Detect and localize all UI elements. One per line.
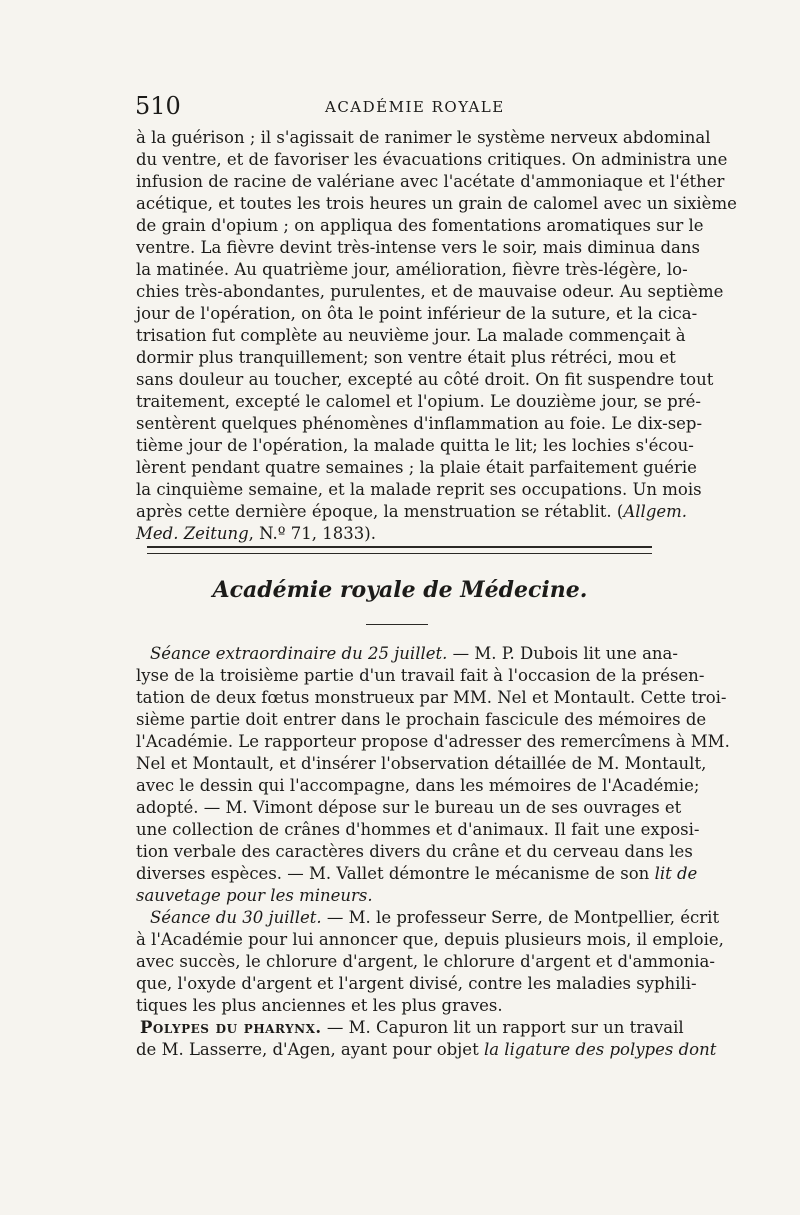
text-line [136,885,670,907]
text-line: ventre. La fièvre devint très-intense vers le soir, mais diminua dans [136,238,700,257]
text-line [136,1039,717,1061]
text-line: jour de l'opération, on ôta le point inférieur de la suture, et la cica- [136,304,698,323]
topic-heading: Polypes du pharynx. [140,1018,322,1037]
text-line: adopté. — M. Vimont dépose sur le bureau un de ses ouvrages et [136,798,682,817]
text-line: dormir plus tranquillement; son ventre était plus rétréci, mou et [136,348,676,367]
text-line [136,863,698,885]
text-line: infusion de racine de valériane avec l'acétate d'ammoniaque et l'éther [136,172,725,191]
section-divider [147,546,652,554]
proceedings-text [136,643,730,1061]
text-line: à la guérison ; il s'agissait de ranimer le système nerveux abdominal [136,128,711,147]
citation-tail: , N.º 71, 1833). [248,524,376,543]
text-line: tation de deux fœtus monstrueux par MM. Nel et Montault. Cette troi- [136,688,727,707]
text-line: à l'Académie pour lui annoncer que, depuis plusieurs mois, il emploie, [136,930,724,949]
text-run: après cette dernière époque, la menstruation se rétablit. ( [136,502,624,521]
text-line: une collection de crânes d'hommes et d'animaux. Il fait une exposi- [136,820,700,839]
text-line: Nel et Montault, et d'insérer l'observation détaillée de M. Montault, [136,754,707,773]
text-line: lèrent pendant quatre semaines ; la plaie était parfaitement guérie [136,458,697,477]
text-line: sans douleur au toucher, excepté au côté droit. On fit suspendre tout [136,370,714,389]
page-header [135,92,665,126]
title-underline [366,624,428,625]
text-line [136,907,720,929]
citation-journal: Med. Zeitung [136,524,249,543]
text-line: avec succès, le chlorure d'argent, le chlorure d'argent et d'ammonia- [136,952,715,971]
page-number: 510 [135,92,181,120]
text-line [136,523,670,545]
text-line: que, l'oxyde d'argent et l'argent divisé, contre les maladies syphili- [136,974,697,993]
text-line: lyse de la troisième partie d'un travail fait à l'occasion de la présen- [136,666,705,685]
text-run: — M. le professeur Serre, de Montpellier, écrit [321,908,720,927]
text-line: tième jour de l'opération, la malade quitta le lit; les lochies s'écou- [136,436,694,455]
text-line [136,643,678,665]
text-line [136,501,688,523]
text-italic: sauvetage pour les mineurs. [136,886,373,905]
session-heading: Séance extraordinaire du 25 juillet. [150,644,448,663]
text-line: la cinquième semaine, et la malade reprit ses occupations. Un mois [136,480,702,499]
text-line: tiques les plus anciennes et les plus graves. [136,996,503,1015]
text-italic: lit de [654,864,698,883]
text-line: l'Académie. Le rapporteur propose d'adresser des remercîmens à MM. [136,732,730,751]
text-line: trisation fut complète au neuvième jour. La malade commençait à [136,326,686,345]
session-heading: Séance du 30 juillet. [150,908,322,927]
continuation-paragraph [136,127,737,545]
section-title: Académie royale de Médecine. [212,577,588,603]
text-run: — M. Capuron lit un rapport sur un travail [321,1018,684,1037]
text-line: sentèrent quelques phénomènes d'inflammation au foie. Le dix-sep- [136,414,703,433]
text-line: tion verbale des caractères divers du crâne et du cerveau dans les [136,842,693,861]
text-italic: la ligature des polypes dont [483,1040,717,1059]
text-line: la matinée. Au quatrième jour, amélioration, fièvre très-légère, lo- [136,260,688,279]
text-line [136,1017,684,1039]
running-title: ACADÉMIE ROYALE [325,98,505,116]
text-line: sième partie doit entrer dans le prochain fascicule des mémoires de [136,710,707,729]
text-line: avec le dessin qui l'accompagne, dans les mémoires de l'Académie; [136,776,700,795]
text-run: diverses espèces. — M. Vallet démontre le mécanisme de son [136,864,655,883]
citation-journal: Allgem. [623,502,688,521]
text-run: de M. Lasserre, d'Agen, ayant pour objet [136,1040,484,1059]
text-run: — M. P. Dubois lit une ana- [447,644,678,663]
text-line: traitement, excepté le calomel et l'opium. Le douzième jour, se pré- [136,392,701,411]
text-line: de grain d'opium ; on appliqua des fomentations aromatiques sur le [136,216,704,235]
text-line: acétique, et toutes les trois heures un grain de calomel avec un sixième [136,194,737,213]
text-line: chies très-abondantes, purulentes, et de mauvaise odeur. Au septième [136,282,724,301]
text-line: du ventre, et de favoriser les évacuations critiques. On administra une [136,150,728,169]
